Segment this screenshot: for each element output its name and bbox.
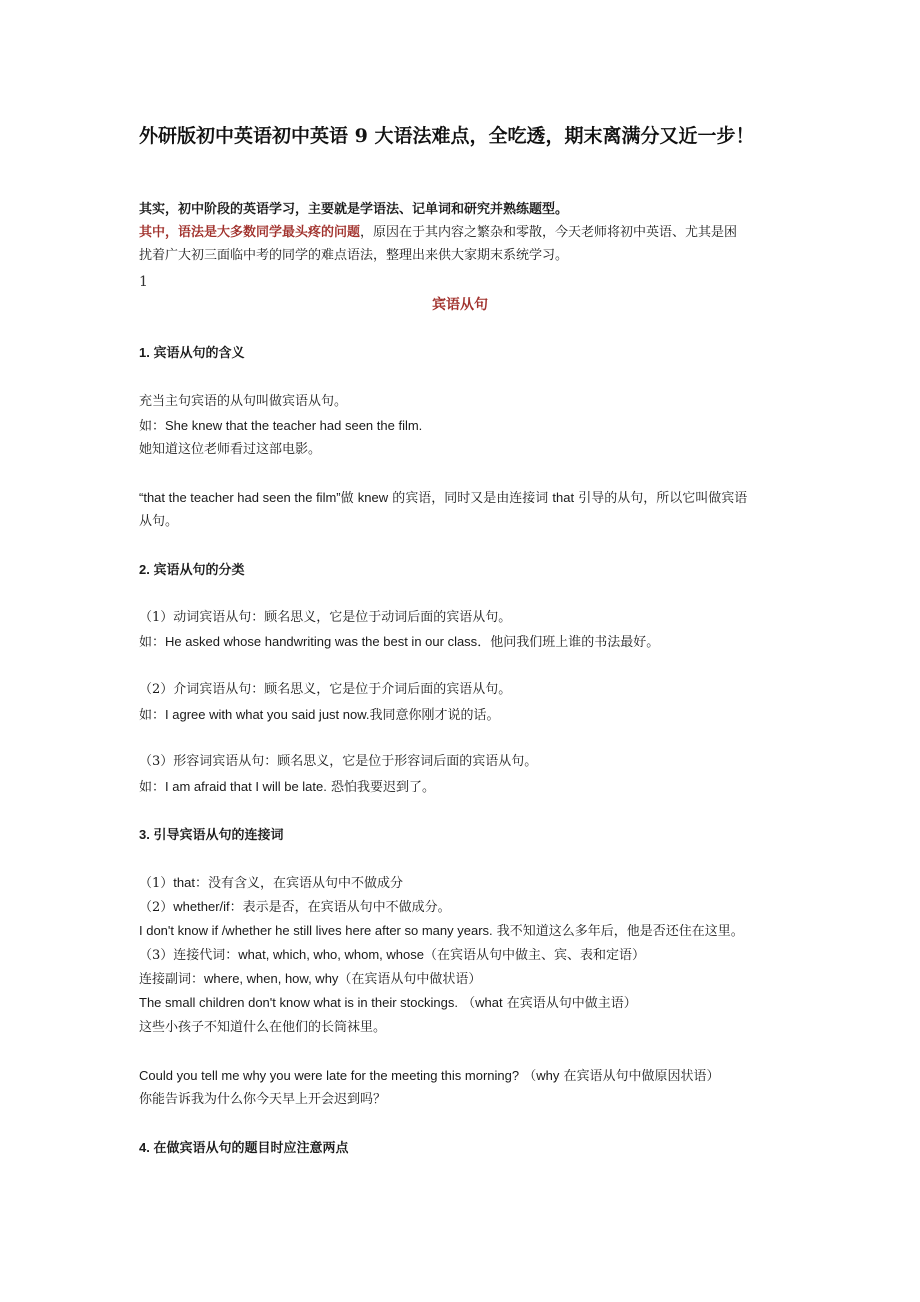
- connector-word: what: [475, 995, 503, 1010]
- s3-line-8: [139, 1066, 789, 1087]
- list-label: （3）连接代词：: [139, 948, 239, 963]
- paren-open: （: [519, 1069, 537, 1084]
- example-prefix: 如：: [139, 635, 166, 650]
- connector-words: what, which, who, whom, whose: [238, 947, 424, 962]
- s1-note-line-1: [139, 488, 789, 509]
- section-title: 宾语从句: [432, 297, 488, 313]
- connector-description: ：没有含义，在宾语从句中不做成分: [194, 876, 403, 891]
- intro-line-2: [139, 222, 789, 243]
- intro-line-2-rest: ，原因在于其内容之繁杂和零散，今天老师将初中英语、尤其是困: [360, 225, 738, 240]
- connector-words: where, when, how, why: [204, 971, 339, 986]
- s2-category-1-example: [139, 632, 789, 653]
- intro-highlight: 其中，语法是大多数同学最头疼的问题: [139, 224, 361, 239]
- list-number: （2）: [139, 900, 174, 915]
- s2-category-3: （3）形容词宾语从句：顾名思义，它是位于形容词后面的宾语从句。: [139, 754, 538, 769]
- example-translation: 恐怕我要迟到了。: [326, 780, 436, 795]
- s2-category-2: （2）介词宾语从句：顾名思义，它是位于介词后面的宾语从句。: [139, 682, 512, 697]
- example-note: 在宾语从句中做主语）: [502, 996, 637, 1011]
- paren-open: （: [457, 996, 476, 1011]
- s1-example-translation: 她知道这位老师看过这部电影。: [139, 442, 322, 457]
- note-text: 的宾语，同时又是由连接词: [388, 491, 553, 506]
- section-3-heading: 3. 引导宾语从句的连接词: [139, 827, 284, 842]
- s3-line-1: [139, 873, 789, 894]
- page-marker: 1: [139, 274, 148, 290]
- example-prefix: 如：: [139, 780, 166, 795]
- note-word-knew: knew: [357, 490, 389, 505]
- example-english: Could you tell me why you were late for the meeting this morning?: [139, 1068, 520, 1083]
- s1-note-line-2: 从句。: [139, 514, 179, 529]
- intro-line-1: 其实，初中阶段的英语学习，主要就是学语法、记单词和研究并熟练题型。: [139, 201, 569, 216]
- example-note: 在宾语从句中做原因状语）: [559, 1069, 720, 1084]
- s3-line-3: [139, 921, 789, 942]
- example-english: I don't know if /whether he still lives here after so many years.: [139, 923, 493, 938]
- example-prefix: 如：: [139, 708, 166, 723]
- note-text: 引导的从句，所以它叫做宾语: [574, 491, 748, 506]
- document-title: 外研版初中英语初中英语 9 大语法难点，全吃透，期末离满分又近一步！: [139, 125, 755, 147]
- connector-word: why: [536, 1068, 560, 1083]
- s3-line-2: [139, 897, 789, 918]
- section-1-heading: 1. 宾语从句的含义: [139, 345, 245, 360]
- s1-example: [139, 416, 789, 437]
- s3-line-5: [139, 969, 789, 990]
- example-prefix: 如：: [139, 419, 166, 434]
- connector-description: ：表示是否，在宾语从句中不做成分。: [229, 900, 451, 915]
- section-2-heading: 2. 宾语从句的分类: [139, 562, 245, 577]
- s3-line-7: 这些小孩子不知道什么在他们的长筒袜里。: [139, 1020, 387, 1035]
- s2-category-1: （1）动词宾语从句：顾名思义，它是位于动词后面的宾语从句。: [139, 610, 512, 625]
- s3-line-4: [139, 945, 789, 966]
- s2-category-3-example: [139, 777, 789, 798]
- section-4-heading: 4. 在做宾语从句的题目时应注意两点: [139, 1140, 349, 1155]
- list-number: （1）: [139, 876, 174, 891]
- connector-word: that: [173, 875, 195, 890]
- list-label: 连接副词：: [139, 972, 205, 987]
- example-english: She knew that the teacher had seen the film.: [165, 418, 423, 433]
- s3-line-6: [139, 993, 789, 1014]
- example-translation: ．他问我们班上谁的书法最好。: [477, 635, 660, 650]
- intro-line-3: 扰着广大初三面临中考的同学的难点语法，整理出来供大家期末系统学习。: [139, 248, 569, 263]
- example-translation: 我同意你刚才说的话。: [369, 708, 500, 723]
- s2-category-2-example: [139, 705, 789, 726]
- example-translation: 我不知道这么多年后，他是否还住在这里。: [492, 924, 744, 939]
- s3-line-9: 你能告诉我为什么你今天早上开会迟到吗？: [139, 1092, 387, 1107]
- note-text: 做: [340, 491, 358, 506]
- note-word-that: that: [552, 490, 575, 505]
- example-english: I am afraid that I will be late.: [165, 779, 327, 794]
- connector-description: （在宾语从句中做主、宾、表和定语）: [423, 948, 645, 963]
- connector-description: （在宾语从句中做状语）: [338, 972, 482, 987]
- example-english: He asked whose handwriting was the best in our class: [165, 634, 478, 649]
- note-quote: “that the teacher had seen the film”: [139, 490, 341, 505]
- example-english: I agree with what you said just now.: [165, 707, 370, 722]
- connector-word: whether/if: [173, 899, 230, 914]
- s1-definition: 充当主句宾语的从句叫做宾语从句。: [139, 394, 348, 409]
- example-english: The small children don't know what is in their stockings.: [139, 995, 458, 1010]
